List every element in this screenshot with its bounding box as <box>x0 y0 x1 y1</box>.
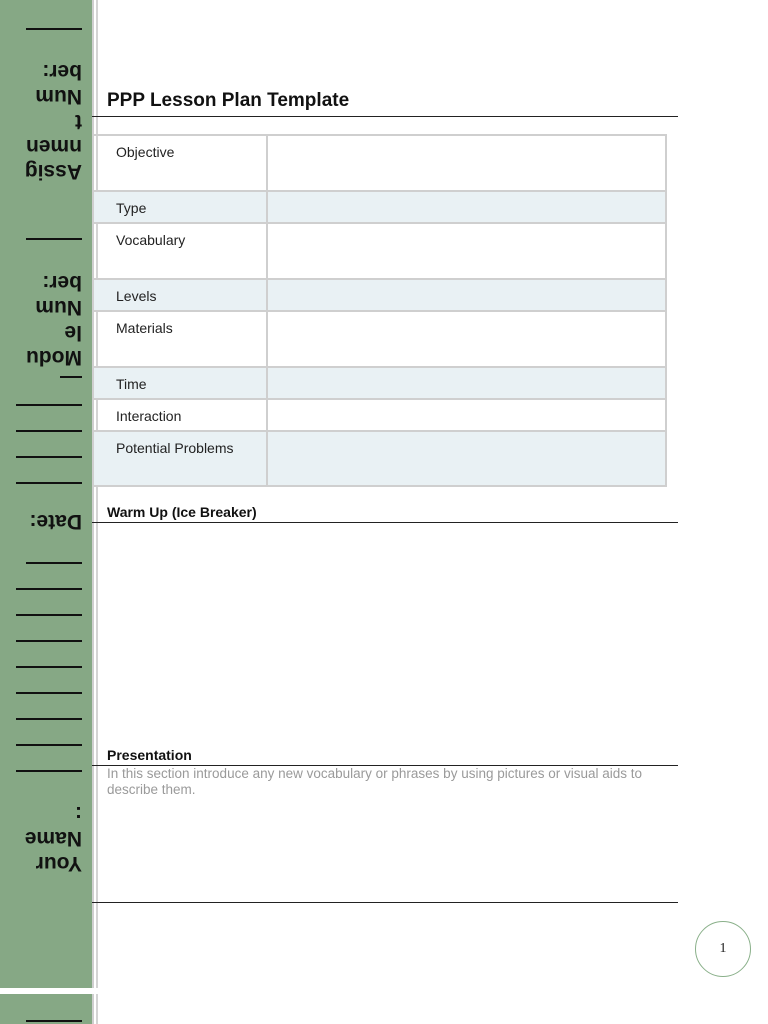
table-row <box>93 191 666 223</box>
table-row <box>93 367 666 399</box>
module-line-short <box>60 376 82 378</box>
title-divider <box>92 116 678 117</box>
row-value-type[interactable] <box>267 191 666 223</box>
row-value-levels[interactable] <box>267 279 666 311</box>
warmup-divider <box>92 522 678 523</box>
row-label-potential-problems: Potential Problems <box>93 431 267 486</box>
sidebar-panel <box>0 0 94 988</box>
date-line-1[interactable] <box>16 404 82 406</box>
name-line-3[interactable] <box>16 614 82 616</box>
row-value-objective[interactable] <box>267 135 666 191</box>
next-page-line <box>26 1020 82 1022</box>
table-row <box>93 399 666 431</box>
table-row <box>93 311 666 367</box>
presentation-hint[interactable]: In this section introduce any new vocabulary or phrases by using pictures or visual aids to describe them. <box>107 766 643 797</box>
table-row <box>93 431 666 486</box>
page-title: PPP Lesson Plan Template <box>107 90 350 111</box>
name-line-4[interactable] <box>16 640 82 642</box>
lesson-plan-table <box>92 134 667 487</box>
name-line-8[interactable] <box>16 744 82 746</box>
date-line-2[interactable] <box>16 430 82 432</box>
name-line-5[interactable] <box>16 666 82 668</box>
name-line-6[interactable] <box>16 692 82 694</box>
row-label-interaction: Interaction <box>93 399 267 431</box>
row-value-interaction[interactable] <box>267 399 666 431</box>
row-value-materials[interactable] <box>267 311 666 367</box>
page-number-badge <box>695 921 751 977</box>
row-label-materials: Materials <box>93 311 267 367</box>
name-line-2[interactable] <box>16 588 82 590</box>
name-line-1[interactable] <box>26 562 82 564</box>
presentation-heading: Presentation <box>107 747 192 763</box>
row-label-type: Type <box>93 191 267 223</box>
assignment-number-label: Assig nmen t Num ber: <box>24 60 82 183</box>
date-line-3[interactable] <box>16 456 82 458</box>
assignment-number-line[interactable] <box>26 28 82 30</box>
module-number-line[interactable] <box>26 238 82 240</box>
page-number: 1 <box>719 941 727 956</box>
date-line-4[interactable] <box>16 482 82 484</box>
table-row <box>93 135 666 191</box>
warmup-heading: Warm Up (Ice Breaker) <box>107 504 257 520</box>
date-label: Date: <box>29 510 82 533</box>
table-row <box>93 279 666 311</box>
name-line-7[interactable] <box>16 718 82 720</box>
row-label-levels: Levels <box>93 279 267 311</box>
row-value-vocabulary[interactable] <box>267 223 666 279</box>
module-number-label: Modu le Num ber: <box>26 271 82 369</box>
table-row <box>93 223 666 279</box>
row-label-objective: Objective <box>93 135 267 191</box>
name-line-9[interactable] <box>16 770 82 772</box>
row-label-time: Time <box>93 367 267 399</box>
section-end-divider <box>92 902 678 903</box>
row-label-vocabulary: Vocabulary <box>93 223 267 279</box>
your-name-label: Your Name : <box>24 802 82 875</box>
row-value-potential-problems[interactable] <box>267 431 666 486</box>
sidebar-next-page <box>0 994 94 1024</box>
row-value-time[interactable] <box>267 367 666 399</box>
